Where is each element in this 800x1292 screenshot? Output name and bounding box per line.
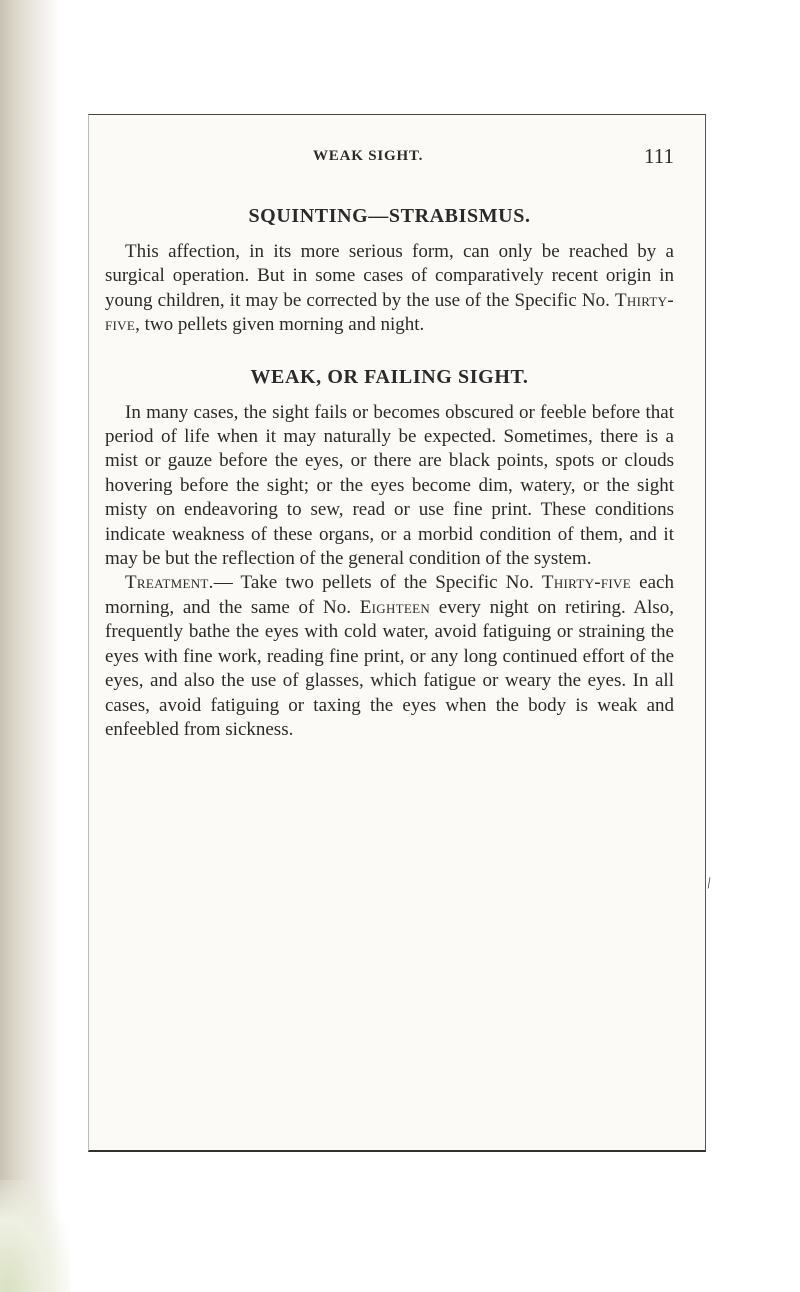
page-header <box>105 141 674 183</box>
treatment-label: Treatment. <box>125 572 214 594</box>
remedy-name: Eighteen <box>359 596 431 618</box>
scan-shadow <box>0 0 60 1292</box>
page-content <box>105 115 674 742</box>
section-heading-weak-sight: WEAK, OR FAILING SIGHT. <box>250 365 529 388</box>
text-run: , two pellets given morning and night. <box>135 314 425 336</box>
text-run: This affection, in its more serious form, can only be reached by a surgical operation. But in some cases of comparatively recent origin in young children, it may be corrected by the use of the Specific No. <box>105 241 674 311</box>
margin-mark: / <box>705 874 713 893</box>
page-number: 111 <box>644 144 674 168</box>
book-page <box>88 114 713 1152</box>
paragraph-weak-sight: In many cases, the sight fails or becomes obscured or feeble before that period of life when it may naturally be expected. Sometimes, there is a mist or gauze before the eyes, or there are black points, spots or clouds hovering before the sight; or the eyes become dim, watery, or the sight misty on endeavoring to sew, read or use fine print. These conditions indicate weakness of these organs, or a morbid condition of them, and it may be but the reflection of the general condition of the system. <box>105 401 674 570</box>
remedy-name: Thirty-five <box>541 572 631 594</box>
text-run: every night on retiring. Also, frequently bathe the eyes with cold water, avoid fatiguing or straining the eyes with fine work, reading fine print, or any long continued effort of the eyes, and also the use of glasses, which fatigue or weary the eyes. In all cases, avoid fatiguing or taxing the eyes when the body is weak and enfeebled from sickness. <box>105 596 674 740</box>
text-run: — Take two pellets of the Specific No. <box>213 572 542 594</box>
paragraph-squinting <box>105 240 674 338</box>
paragraph-treatment <box>105 571 674 742</box>
scan-stain <box>0 1180 70 1292</box>
remedy-name: Thirty-five <box>105 289 674 336</box>
section-heading-squinting: SQUINTING—STRABISMUS. <box>248 205 531 227</box>
text-run: each morning, and the same of No. <box>105 572 674 618</box>
running-head: WEAK SIGHT. <box>313 148 424 164</box>
